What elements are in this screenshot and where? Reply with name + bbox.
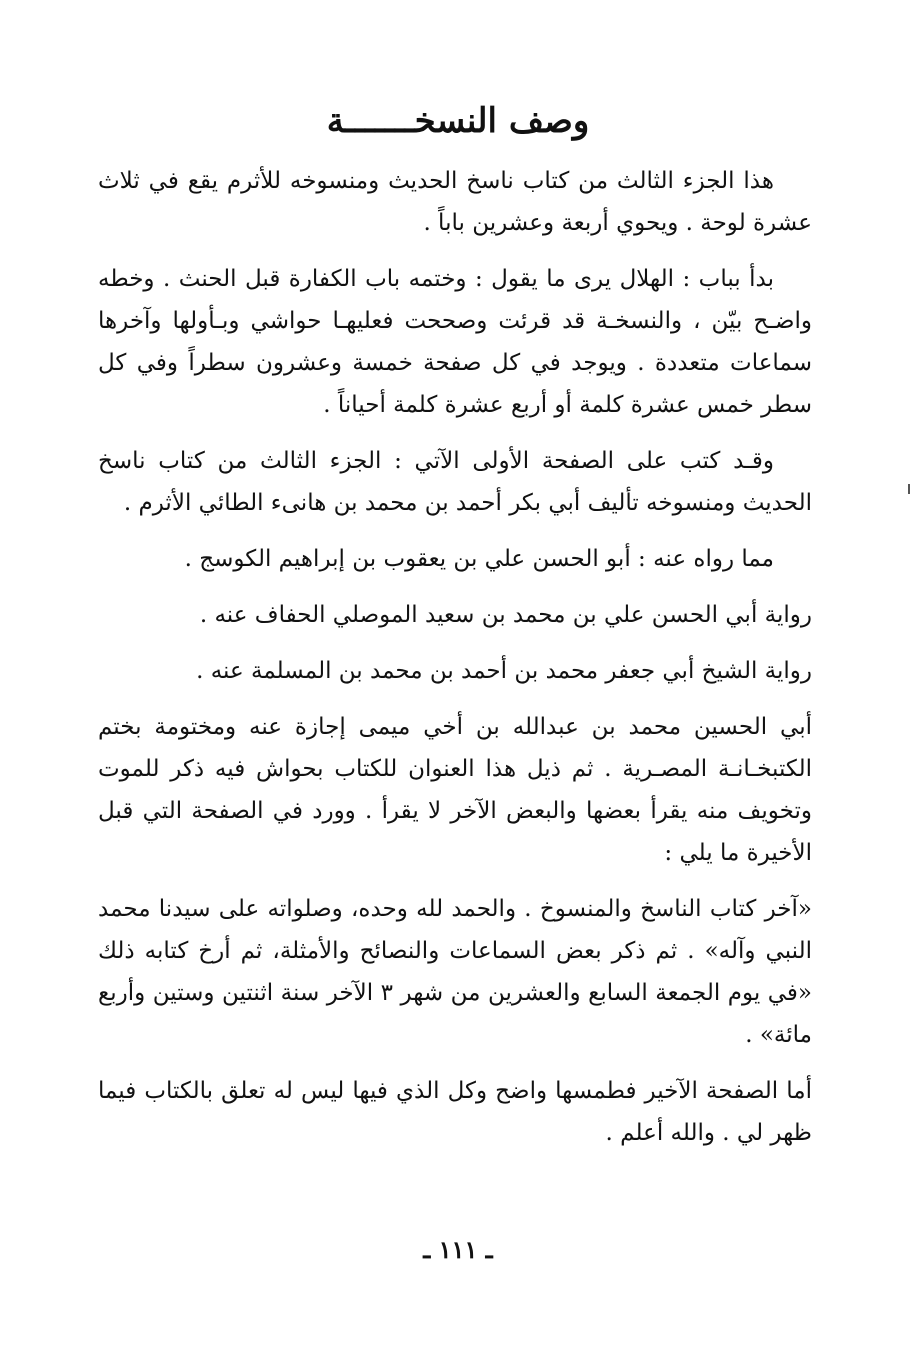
paragraph-2: بدأ بباب : الهلال يرى ما يقول : وختمه باب الكفارة قبل الحنث . وخطه واضـح بيّن ، والنسخـة قد قرئت وصححت فعليهـا حواشي وبـأولها وآخرها سماعات متعددة . ويوجد في كل صفحة خمسة وعشرون سطراً وفي كل سطر خمس عشرة كلمة أو أربع عشرة كلمة أحياناً . [98,266,812,418]
margin-mark [908,484,910,494]
paragraph-3: وقـد كتب على الصفحة الأولى الآتي : الجزء الثالث من كتاب ناسخ الحديث ومنسوخه تأليف أبي بكر أحمد بن محمد بن هانىء الطائي الأثرم . [98,448,812,516]
paragraph-5: رواية أبي الحسن علي بن محمد بن سعيد الموصلي الحفاف عنه . [199,602,812,628]
paragraph-6: رواية الشيخ أبي جعفر محمد بن أحمد بن محمد بن المسلمة عنه . [196,658,812,684]
paragraph-8: «آخر كتاب الناسخ والمنسوخ . والحمد لله وحده، وصلواته على سيدنا محمد النبي وآله» . ثم ذكر بعض السماعات والنصائح والأمثلة، ثم أرخ كتابه ذلك «في يوم الجمعة السابع والعشرين من شهر ٣ الآخر سنة اثنتين وستين وأربع مائة» . [98,896,812,1048]
paragraph-4: مما رواه عنه : أبو الحسن علي بن يعقوب بن إبراهيم الكوسج . [184,546,774,572]
paragraph-7: أبي الحسين محمد بن عبدالله بن أخي ميمى إجازة عنه ومختومة بختم الكتبخـانـة المصـرية . ثم ذيل هذا العنوان للكتاب بحواش فيه ذكر للموت وتخويف منه يقرأ بعضها والبعض الآخر لا يقرأ . وورد في الصفحة التي قبل الأخيرة ما يلي : [98,714,812,866]
page-number: ـ ١١١ ـ [423,1235,493,1264]
paragraph-9: أما الصفحة الآخير فطمسها واضح وكل الذي فيها ليس له تعلق بالكتاب فيما ظهر لي . والله أعلم . [98,1078,812,1146]
paragraph-1: هذا الجزء الثالث من كتاب ناسخ الحديث ومنسوخه للأثرم يقع في ثلاث عشرة لوحة . ويحوي أربعة وعشرين باباً . [98,168,812,236]
page-title: وصف النسخـــــــة [326,101,590,141]
body-text [98,160,812,1168]
